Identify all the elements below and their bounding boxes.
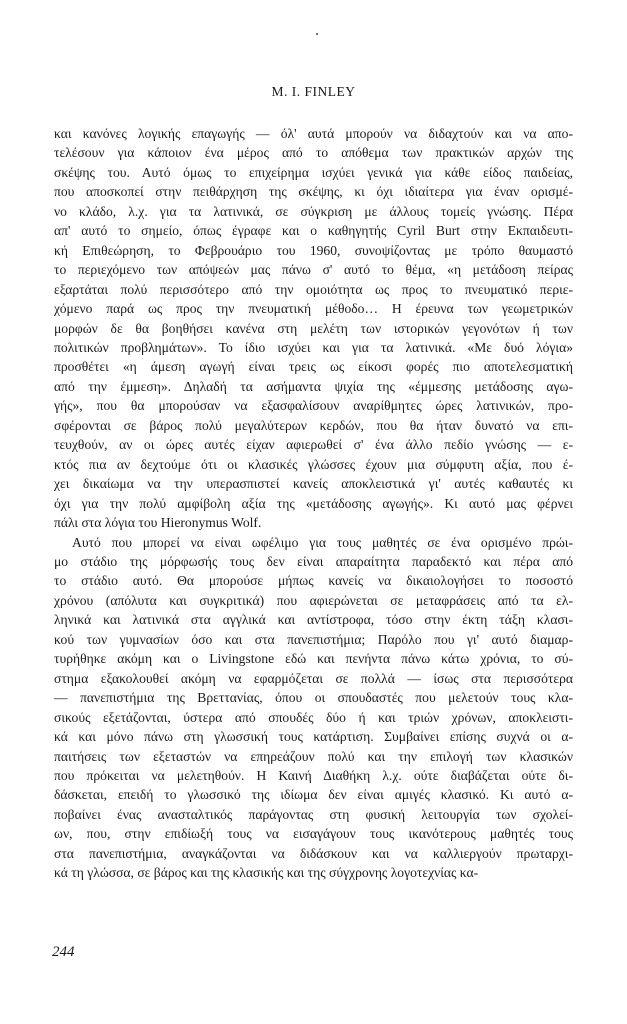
text-line: κά και μόνο πάνω στη γλωσσική τους κατάρτιση. Συμβαίνει επίσης συχνά οι α- [54, 729, 573, 745]
text-line: κή Επιθεώρηση, το Φεβρουάριο του 1960, συνοψίζοντας με τρόπο θαυμαστό [54, 242, 573, 258]
text-line: ποβαίνει ένας ανασταλτικός παράγοντας στη φυσική λειτουργία των σχολεί- [54, 806, 573, 822]
text-line: το στάδιο αυτό. Θα μπορούσε μήπως κανείς να δικαιολογήσει το ποσοστό [54, 573, 573, 589]
running-head: M. I. FINLEY [271, 84, 356, 99]
text-line: που πρόκειται να μελετηθούν. Η Καινή Διαθήκη λ.χ. ούτε διαβάζεται ούτε δι- [54, 767, 573, 783]
text-line: το περιεχόμενο των απόψεών μας πάνω σ' αυτό το θέμα, «η μετάδοση πείρας [54, 262, 573, 278]
text-line: κού των γυμνασίων όσο και στα πανεπιστήμια; Παρόλο που γι' αυτό διαμαρ- [54, 631, 573, 647]
text-line: σκέψης του. Αυτό όμως το επιχείρημα ισχύει γενικά για κάθε είδος παιδείας, [54, 164, 573, 180]
text-line: παιτήσεις των εξεταστών να επηρεάζουν πολύ και την επιλογή των κλασικών [54, 748, 573, 764]
text-line: και κανόνες λογικής επαγωγής — όλ' αυτά μπορούν να διδαχτούν και να απο- [54, 126, 573, 141]
body-text [54, 124, 573, 883]
text-line: γής», που θα μπορούσαν να εξασφαλίσουν αναρίθμητες ώρες λατινικών, προ- [54, 398, 573, 414]
text-line: προσθέτει «η άμεση αγωγή είναι τρεις ως είκοσι φορές πιο αποτελεσματική [54, 359, 573, 375]
text-line: μο στάδιο της μόρφωσής τους δεν είναι απαραίτητα παραδεκτό και πέρα από [54, 553, 573, 569]
text-line: Αυτό που μπορεί να είναι ωφέλιμο για τους μαθητές σε ένα ορισμένο πρώι- [72, 534, 573, 550]
scan-speck [316, 33, 318, 35]
text-line: ων, που, στην επιδίωξή τους να εισαγάγουν τους ικανότερους μαθητές τους [54, 826, 573, 842]
paragraph-1 [54, 124, 573, 533]
text-line: σφέρονται σε βάρος πολύ μεγαλύτερων κερδών, που θα ήταν δυνατό να επι- [54, 417, 573, 433]
text-line: ληνικά και λατινικά στα αγγλικά και αντίστροφα, τόσο στην έκτη τάξη κλασι- [54, 612, 573, 628]
text-line: κτός πια αν δεχτούμε ότι οι κλασικές γλώσσες έχουν μια σύμφυτη αξία, που έ- [54, 456, 573, 472]
text-line: από την έμμεση». Δηλαδή τα ασήμαντα ψιχία της «έμμεσης μετάδοσης αγω- [54, 378, 573, 394]
text-line: όχι για την πολύ αμφίβολη αξία της «μετάδοσης αγωγής». Κι αυτό μας φέρνει [54, 495, 573, 511]
text-line: κά τη γλώσσα, σε βάρος και της κλασικής και της σύγχρονης λογοτεχνίας κα- [54, 865, 479, 881]
paragraph-2 [54, 533, 573, 883]
text-line: χρόνου (απόλυτα και συγκριτικά) που αφιερώνεται σε μεταφράσεις από τα ελ- [54, 592, 573, 608]
text-line: χει δικαίωμα να την υπερασπιστεί κανείς αποκλειστικά γι' αυτές καθαυτές κι [54, 476, 573, 492]
text-line: στημα εξακολουθεί ακόμη να εφαρμόζεται σε πολλά — ίσως στα περισσότερα [54, 670, 573, 686]
text-line: πολιτικών προβλημάτων». Το ίδιο ισχύει και για τα λατινικά. «Με δυό λόγια» [54, 339, 573, 355]
text-line: μορφών δε θα βοηθήσει κανένα στη μελέτη των ιστορικών γεγονότων ή των [54, 320, 573, 336]
text-line: εξαρτάται πολύ περισσότερο από την ομοιότητα ως προς το πνευματικό περιε- [54, 281, 573, 297]
text-line: απ' αυτό το σημείο, όπως έγραφε και ο καθηγητής Cyril Burt στην Εκπαιδευτι- [54, 223, 573, 239]
page-number: 244 [52, 944, 75, 960]
text-line: δάσκεται, επειδή το γλωσσικό της ιδίωμα δεν είναι αμιγές κλασικό. Κι αυτό α- [54, 787, 573, 803]
text-line: τελέσουν για κάποιον ένα μέρος από το απόθεμα των πρακτικών αρχών της [54, 145, 573, 161]
text-line: χόμενο παρά ως προς την πνευματική μέθοδο… Η έρευνα των γεωμετρικών [54, 301, 573, 317]
text-line: σικούς εξετάζονται, ύστερα από σπουδές δύο ή και τριών χρόνων, αποκλειστι- [54, 709, 573, 725]
text-line: νο κλάδο, λ.χ. για τα λατινικά, σε σύγκριση με άλλους τομείς γνώσης. Πέρα [54, 203, 573, 219]
text-line: που αποσκοπεί στην πειθάρχηση της σκέψης, κι όχι ιδιαίτερα για έναν ορισμέ- [54, 184, 573, 200]
text-line: τυρήθηκε ακόμη και ο Livingstone εδώ και πενήντα πάνω κάτω χρόνια, το σύ- [54, 651, 573, 667]
text-line: πάλι στα λόγια του Hieronymus Wolf. [54, 515, 262, 531]
text-line: — πανεπιστήμια της Βρεττανίας, όπου οι σπουδαστές που μελετούν τους κλα- [54, 690, 573, 706]
text-line: στα πανεπιστήμια, αναγκάζονται να διδάσκουν και να καλλιεργούν πρωταρχι- [54, 845, 573, 861]
text-line: τευχθούν, αν οι ώρες αυτές είχαν αφιερωθεί σ' ένα άλλο πεδίο γνώσης — ε- [54, 437, 573, 453]
